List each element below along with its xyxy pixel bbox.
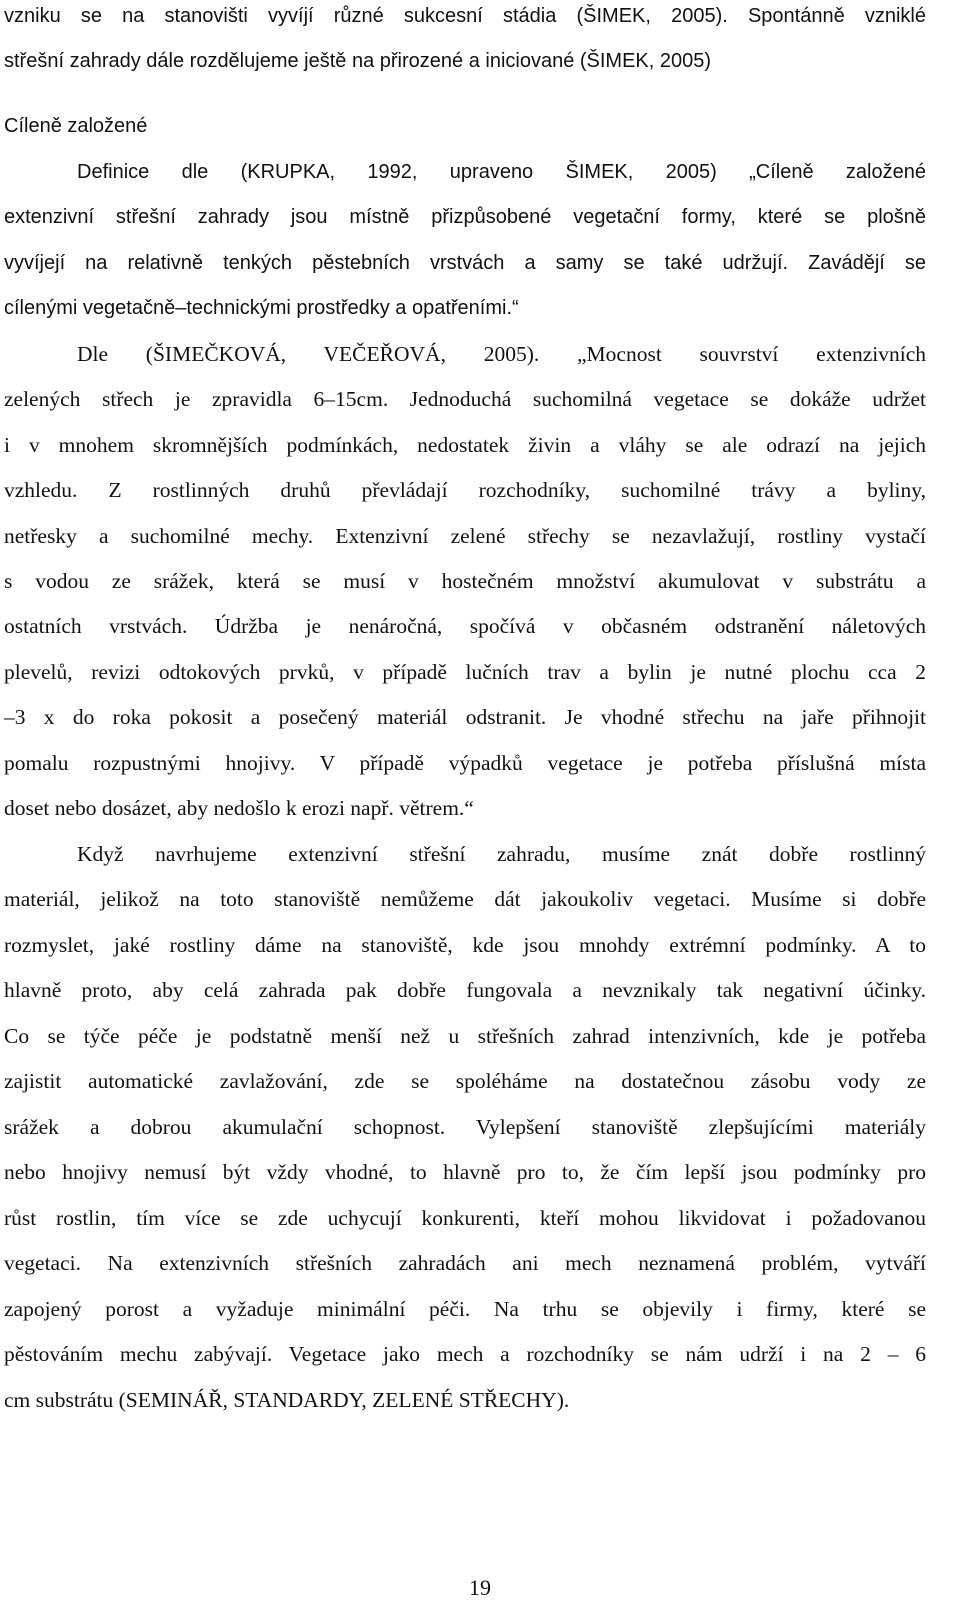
text-line-15: plevelů, revizi odtokových prvků, v případě lučních trav a bylin je nutné plochu cca 2 <box>4 660 926 684</box>
text-line-10: i v mnohem skromnějších podmínkách, nedostatek živin a vláhy se ale odrazí na jejich <box>4 433 926 457</box>
text-line-4: Definice dle (KRUPKA, 1992, upraveno ŠIMEK, 2005) „Cíleně založené <box>77 161 926 183</box>
text-line-21: rozmyslet, jaké rostliny dáme na stanoviště, kde jsou mnohdy extrémní podmínky. A to <box>4 933 926 957</box>
text-line-27: růst rostlin, tím více se zde uchycují konkurenti, kteří mohou likvidovat i požadovanou <box>4 1206 926 1230</box>
text-line-7: cílenými vegetačně–technickými prostředky a opatřeními.“ <box>4 297 519 319</box>
text-line-22: hlavně proto, aby celá zahrada pak dobře fungovala a nevznikaly tak negativní účinky. <box>4 978 926 1002</box>
text-line-28: vegetaci. Na extenzivních střešních zahradách ani mech neznamená problém, vytváří <box>4 1251 926 1275</box>
text-line-12: netřesky a suchomilné mechy. Extenzivní zelené střechy se nezavlažují, rostliny vystačí <box>4 524 926 548</box>
text-line-9: zelených střech je zpravidla 6–15cm. Jednoduchá suchomilná vegetace se dokáže udržet <box>4 387 926 411</box>
text-line-31: cm substrátu (SEMINÁŘ, STANDARDY, ZELENÉ STŘECHY). <box>4 1388 570 1412</box>
text-line-6: vyvíjejí na relativně tenkých pěstebních vrstvách a samy se také udržují. Zavádějí se <box>4 252 926 274</box>
text-line-16: –3 x do roka pokosit a posečený materiál odstranit. Je vhodné střechu na jaře přihnojit <box>4 705 926 729</box>
text-line-20: materiál, jelikož na toto stanoviště nemůžeme dát jakoukoliv vegetaci. Musíme si dobře <box>4 887 926 911</box>
text-line-25: srážek a dobrou akumulační schopnost. Vylepšení stanoviště zlepšujícími materiály <box>4 1115 926 1139</box>
text-line-19: Když navrhujeme extenzivní střešní zahradu, musíme znát dobře rostlinný <box>77 842 926 866</box>
text-line-11: vzhledu. Z rostlinných druhů převládají rozchodníky, suchomilné trávy a byliny, <box>4 478 926 502</box>
text-line-8: Dle (ŠIMEČKOVÁ, VEČEŘOVÁ, 2005). „Mocnost souvrství extenzivních <box>77 342 926 366</box>
text-line-18: doset nebo dosázet, aby nedošlo k erozi např. větrem.“ <box>4 796 474 820</box>
text-line-14: ostatních vrstvách. Údržba je nenáročná, spočívá v občasném odstranění náletových <box>4 614 926 638</box>
text-line-30: pěstováním mechu zabývají. Vegetace jako mech a rozchodníky se nám udrží i na 2 – 6 <box>4 1342 926 1366</box>
text-line-1: vzniku se na stanovišti vyvíjí různé sukcesní stádia (ŠIMEK, 2005). Spontánně vzniklé <box>4 5 926 27</box>
section-heading: Cíleně založené <box>4 115 148 137</box>
page-number: 19 <box>469 1575 491 1600</box>
text-line-24: zajistit automatické zavlažování, zde se spoléháme na dostatečnou zásobu vody ze <box>4 1069 926 1093</box>
text-line-17: pomalu rozpustnými hnojivy. V případě výpadků vegetace je potřeba příslušná místa <box>4 751 926 775</box>
text-line-2: střešní zahrady dále rozdělujeme ještě na přirozené a iniciované (ŠIMEK, 2005) <box>4 50 712 72</box>
text-line-29: zapojený porost a vyžaduje minimální péči. Na trhu se objevily i firmy, které se <box>4 1297 926 1321</box>
text-line-23: Co se týče péče je podstatně menší než u střešních zahrad intenzivních, kde je potřeba <box>4 1024 926 1048</box>
text-line-5: extenzivní střešní zahrady jsou místně přizpůsobené vegetační formy, které se plošně <box>4 206 926 228</box>
text-line-26: nebo hnojivy nemusí být vždy vhodné, to hlavně pro to, že čím lepší jsou podmínky pro <box>4 1160 926 1184</box>
text-line-13: s vodou ze srážek, která se musí v hostečném množství akumulovat v substrátu a <box>4 569 926 593</box>
